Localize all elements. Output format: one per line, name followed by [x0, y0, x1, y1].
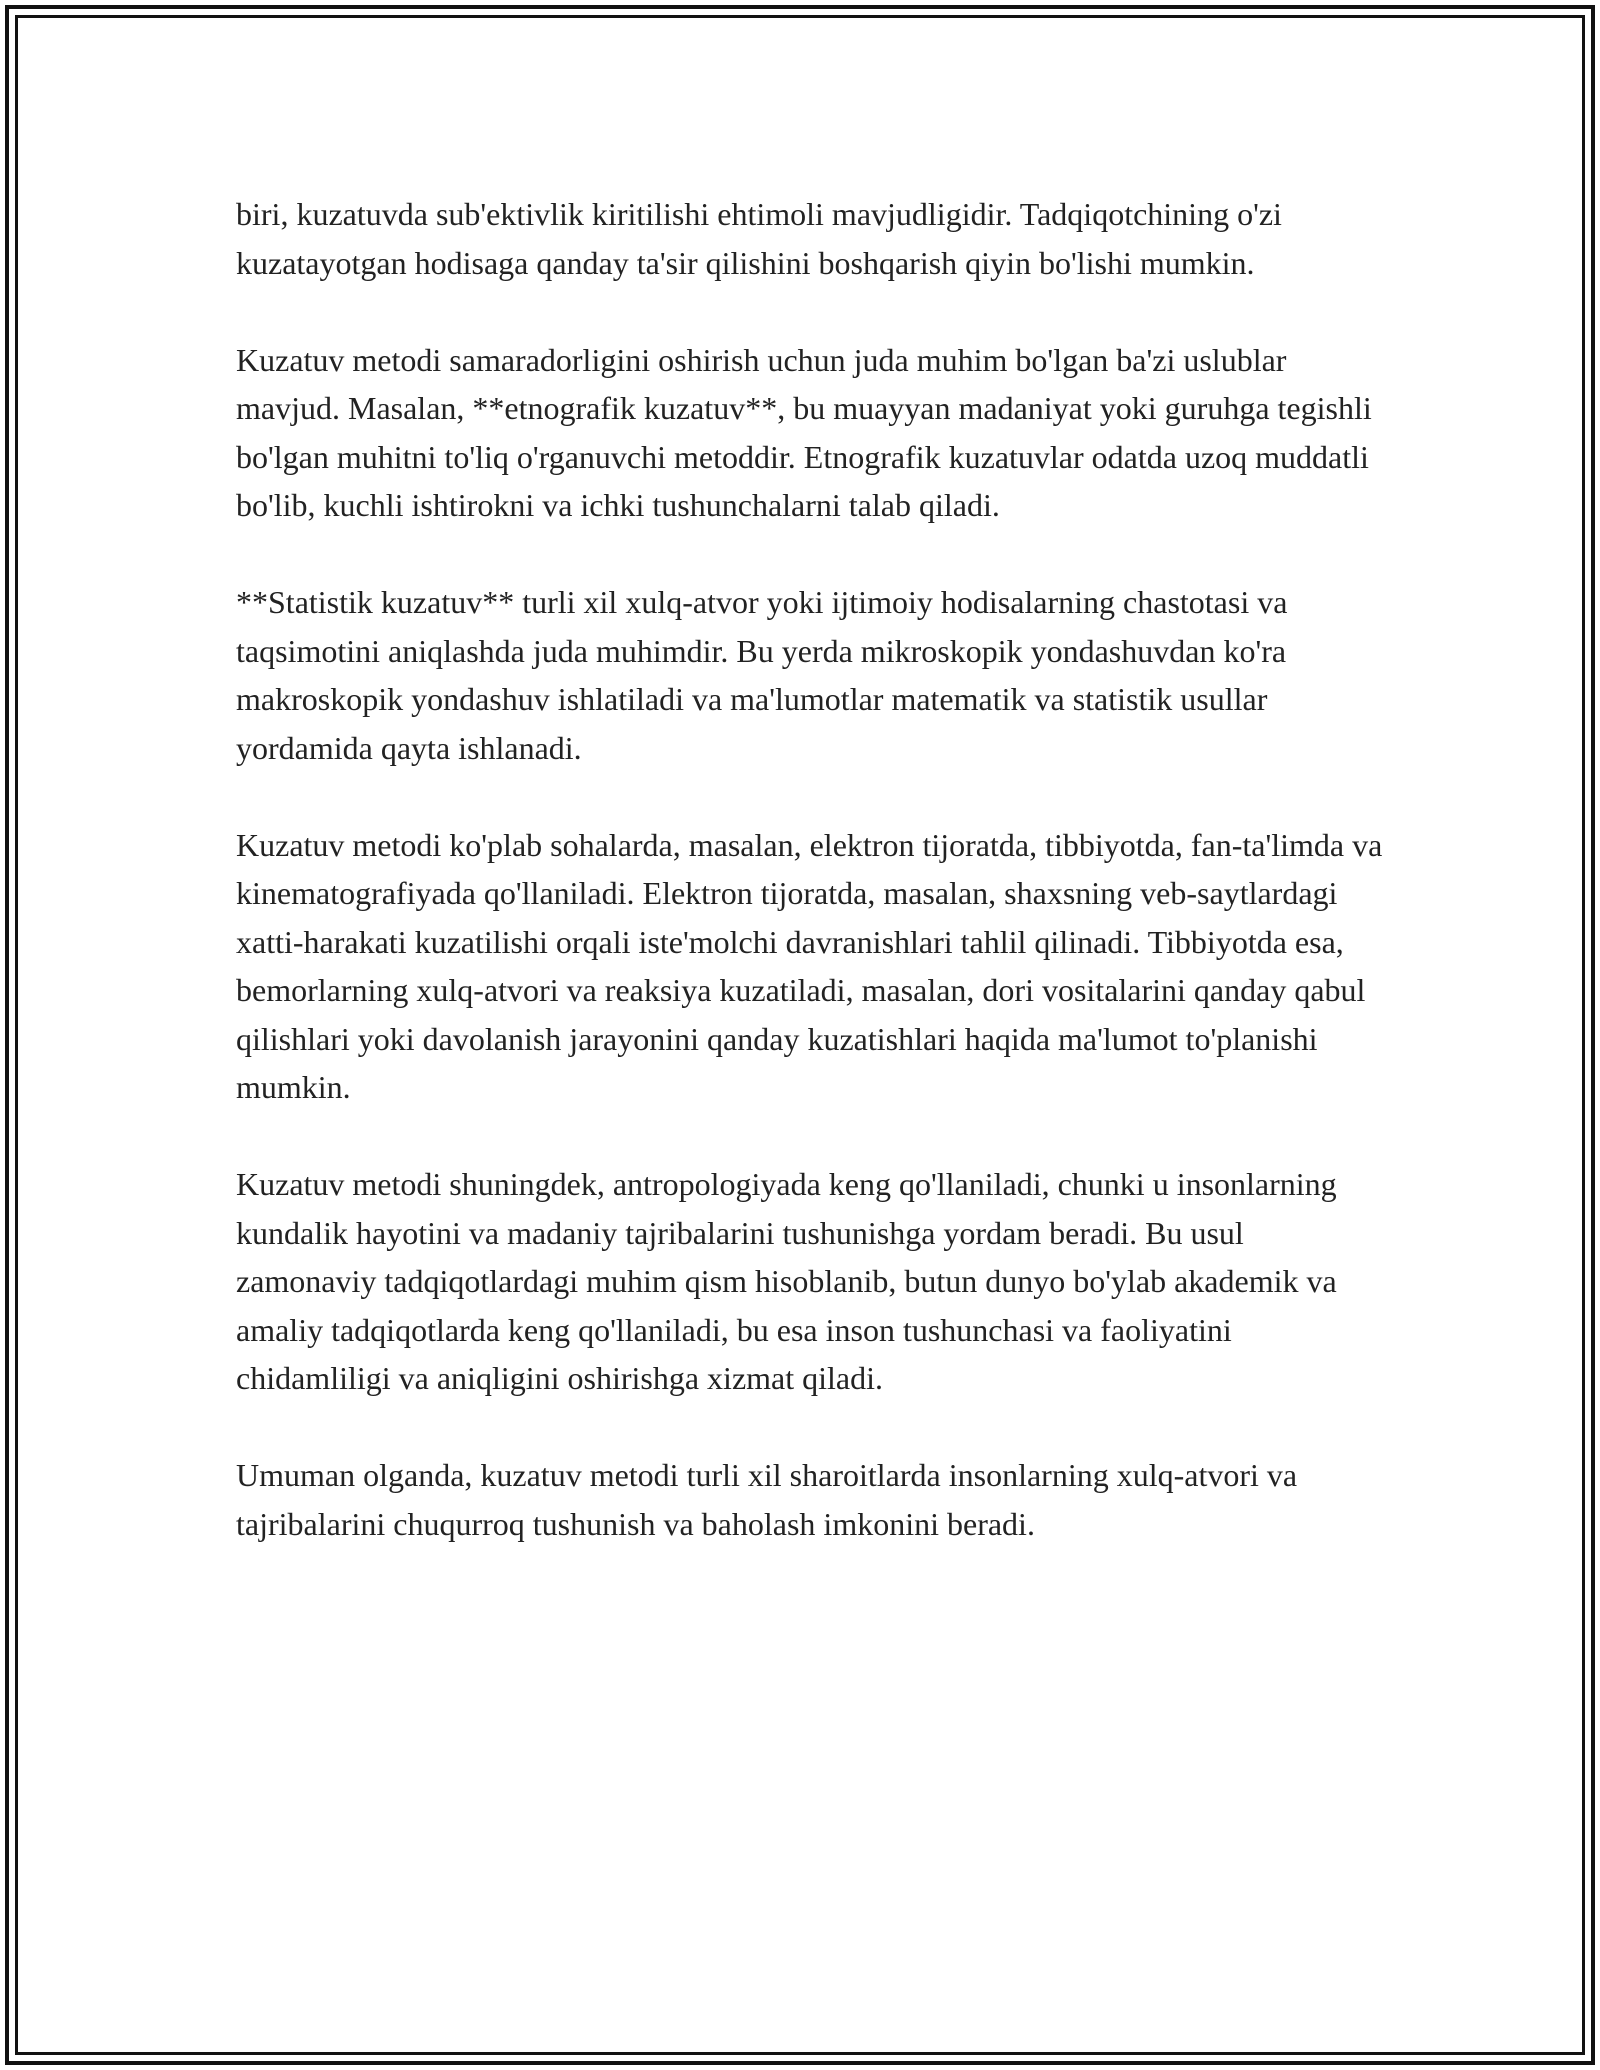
- paragraph: Kuzatuv metodi ko'plab sohalarda, masalan, elektron tijoratda, tibbiyotda, fan-ta'limda va kinematografiyada qo'llaniladi. Elektron tijoratda, masalan, shaxsning veb-saytlardagi xatti-harakati kuzatilishi orqali iste'molchi davranishlari tahlil qilinadi. Tibbiyotda esa, bemorlarning xulq-atvori va reaksiya kuzatiladi, masalan, dori vositalarini qanday qabul qilishlari yoki davolanish jarayonini qanday kuzatishlari haqida ma'lumot to'planishi mumkin.: [236, 826, 1383, 1105]
- document-body: [236, 190, 1386, 1548]
- paragraph: biri, kuzatuvda sub'ektivlik kiritilishi ehtimoli mavjudligidir. Tadqiqotchining o'zi kuzatayotgan hodisaga qanday ta'sir qilishini boshqarish qiyin bo'lishi mumkin.: [236, 196, 1282, 281]
- paragraph: Kuzatuv metodi samaradorligini oshirish uchun juda muhim bo'lgan ba'zi uslublar mavjud. Masalan, **etnografik kuzatuv**, bu muayyan madaniyat yoki guruhga tegishli bo'lgan muhitni to'liq o'rganuvchi metoddir. Etnografik kuzatuvlar odatda uzoq muddatli bo'lib, kuchli ishtirokni va ichki tushunchalarni talab qiladi.: [236, 341, 1372, 523]
- paragraph: Umuman olganda, kuzatuv metodi turli xil sharoitlarda insonlarning xulq-atvori va tajribalarini chuqurroq tushunish va baholash imkonini beradi.: [236, 1457, 1298, 1542]
- paragraph: **Statistik kuzatuv** turli xil xulq-atvor yoki ijtimoiy hodisalarning chastotasi va taqsimotini aniqlashda juda muhimdir. Bu yerda mikroskopik yondashuvdan ko'ra makroskopik yondashuv ishlatiladi va ma'lumotlar matematik va statistik usullar yordamida qayta ishlanadi.: [236, 584, 1288, 766]
- paragraph: Kuzatuv metodi shuningdek, antropologiyada keng qo'llaniladi, chunki u insonlarning kundalik hayotini va madaniy tajribalarini tushunishga yordam beradi. Bu usul zamonaviy tadqiqotlardagi muhim qism hisoblanib, butun dunyo bo'ylab akademik va amaliy tadqiqotlarda keng qo'llaniladi, bu esa inson tushunchasi va faoliyatini chidamliligi va aniqligini oshirishga xizmat qiladi.: [236, 1166, 1337, 1396]
